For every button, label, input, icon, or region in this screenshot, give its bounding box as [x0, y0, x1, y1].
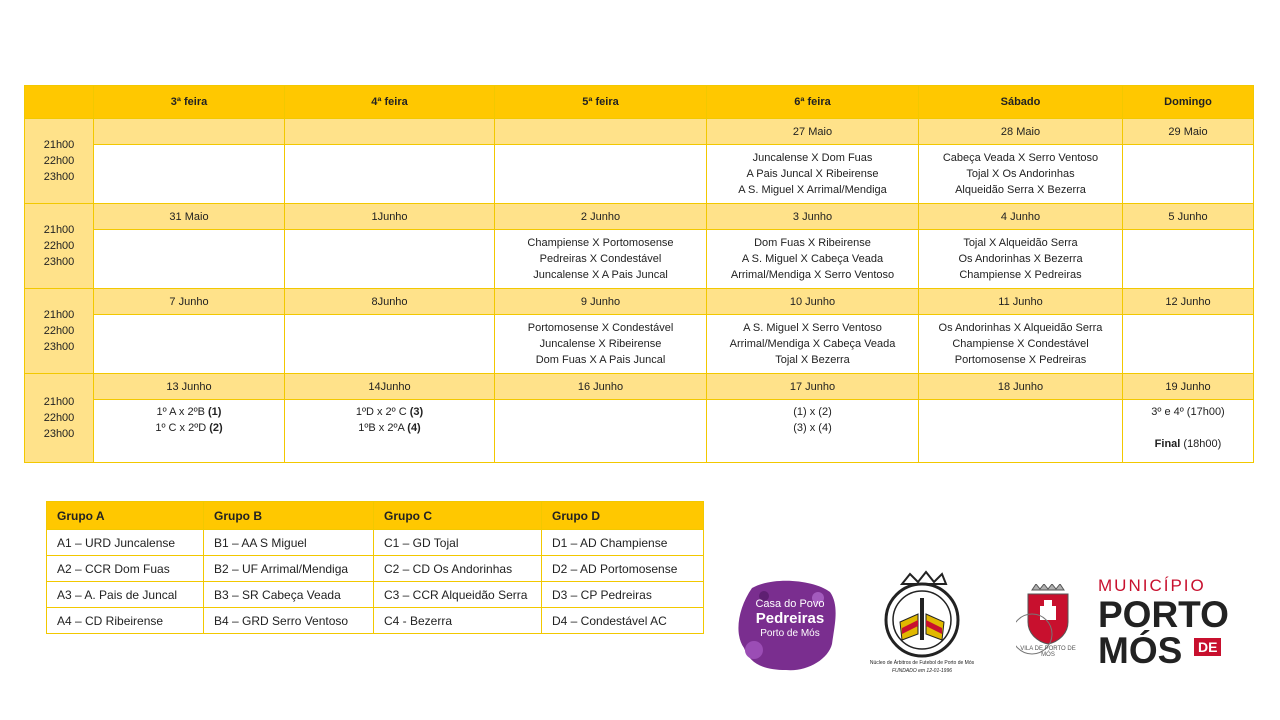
games-cell — [94, 400, 285, 463]
municipio-label: MUNICÍPIO — [1098, 576, 1206, 595]
games-cell — [94, 315, 285, 374]
games-cell — [919, 315, 1123, 374]
date-cell: 14Junho — [285, 374, 495, 400]
match-ref: (1) — [208, 406, 222, 418]
casa-do-povo-logo — [734, 578, 839, 673]
match-ref: (2) — [209, 422, 223, 434]
spacer — [1123, 420, 1253, 436]
time-slot: 21h00 — [43, 139, 75, 151]
games-cell — [707, 315, 919, 374]
date-cell — [285, 119, 495, 145]
match: A S. Miguel X Cabeça Veada — [741, 253, 884, 265]
games-cell — [285, 315, 495, 374]
date-cell: 31 Maio — [94, 204, 285, 230]
municipio-porto: PORTO — [1098, 594, 1229, 635]
time-slot: 22h00 — [43, 155, 75, 167]
groups-body — [47, 530, 704, 634]
time-slot: 23h00 — [43, 341, 75, 353]
group-team-cell: C2 – CD Os Andorinhas — [374, 556, 542, 582]
municipio-porto-de-mos-logo — [1098, 576, 1248, 672]
match: Tojal X Bezerra — [775, 354, 850, 366]
games-cell — [1123, 230, 1254, 289]
games-cell — [707, 400, 919, 463]
time-slot: 23h00 — [43, 171, 75, 183]
group-team-cell: D2 – AD Portomosense — [542, 556, 704, 582]
date-cell: 10 Junho — [707, 289, 919, 315]
match-pairing: 1º C x 2ºD — [155, 422, 210, 434]
group-row — [47, 608, 704, 634]
semifinal-match: (3) x (4) — [793, 422, 832, 434]
games-cell — [495, 400, 707, 463]
schedule-table — [24, 85, 1254, 463]
match-ref: (3) — [409, 406, 424, 418]
match: Dom Fuas X Ribeirense — [754, 237, 871, 249]
date-cell: 29 Maio — [1123, 119, 1254, 145]
date-cell: 5 Junho — [1123, 204, 1254, 230]
group-team-cell: B3 – SR Cabeça Veada — [204, 582, 374, 608]
time-slot: 22h00 — [43, 412, 75, 424]
date-cell: 12 Junho — [1123, 289, 1254, 315]
time-slot-cell — [25, 289, 94, 374]
final-label: Final — [1154, 438, 1181, 450]
semifinal-match: (1) x (2) — [793, 406, 832, 418]
date-cell: 28 Maio — [919, 119, 1123, 145]
group-team-cell: A4 – CD Ribeirense — [47, 608, 204, 634]
group-team-cell: C3 – CCR Alqueidão Serra — [374, 582, 542, 608]
match: Pedreiras X Condestável — [539, 253, 662, 265]
date-cell: 8Junho — [285, 289, 495, 315]
day-header: 4ª feira — [285, 86, 495, 119]
match: Cabeça Veada X Serro Ventoso — [942, 152, 1099, 164]
referee-crest-icon — [862, 570, 982, 660]
nucleo-founded: FUNDADO em 12-01-1996 — [891, 668, 953, 674]
date-cell: 27 Maio — [707, 119, 919, 145]
match: Champiense X Pedreiras — [959, 269, 1082, 281]
group-row — [47, 556, 704, 582]
games-cell — [919, 230, 1123, 289]
groups-header-row — [47, 502, 704, 530]
games-cell — [285, 145, 495, 204]
group-team-cell: C4 - Bezerra — [374, 608, 542, 634]
schedule-body — [25, 119, 1254, 463]
games-cell — [495, 230, 707, 289]
group-header: Grupo A — [47, 502, 204, 530]
match: Arrimal/Mendiga X Serro Ventoso — [730, 269, 895, 281]
time-slot: 23h00 — [43, 428, 75, 440]
time-slot: 22h00 — [43, 325, 75, 337]
date-cell: 7 Junho — [94, 289, 285, 315]
games-cell — [707, 230, 919, 289]
time-slot: 22h00 — [43, 240, 75, 252]
match: Champiense X Portomosense — [527, 237, 674, 249]
match: Champiense X Condestável — [952, 338, 1089, 350]
group-team-cell: A1 – URD Juncalense — [47, 530, 204, 556]
date-cell: 18 Junho — [919, 374, 1123, 400]
match: Os Andorinhas X Bezerra — [958, 253, 1083, 265]
date-cell: 1Junho — [285, 204, 495, 230]
group-header: Grupo C — [374, 502, 542, 530]
games-row — [25, 315, 1254, 374]
match-ref: (4) — [407, 422, 421, 434]
games-row — [25, 145, 1254, 204]
games-cell — [285, 230, 495, 289]
casa-do-povo-line1: Casa do Povo — [755, 598, 825, 610]
group-team-cell: D3 – CP Pedreiras — [542, 582, 704, 608]
knockout-match — [94, 420, 284, 436]
schedule-header-row — [25, 86, 1254, 119]
match: Arrimal/Mendiga X Cabeça Veada — [729, 338, 896, 350]
time-slot: 21h00 — [43, 309, 75, 321]
date-row — [25, 289, 1254, 315]
corner-cell — [25, 86, 94, 119]
vila-porto-de-mos-crest — [1016, 584, 1080, 656]
games-cell — [94, 145, 285, 204]
date-cell: 11 Junho — [919, 289, 1123, 315]
date-cell: 17 Junho — [707, 374, 919, 400]
day-header: 6ª feira — [707, 86, 919, 119]
match: Os Andorinhas X Alqueidão Serra — [938, 322, 1103, 334]
games-row — [25, 400, 1254, 463]
date-cell: 3 Junho — [707, 204, 919, 230]
games-cell — [1123, 145, 1254, 204]
match-pairing: 1º A x 2ºB — [156, 406, 208, 418]
group-team-cell: B4 – GRD Serro Ventoso — [204, 608, 374, 634]
match: Alqueidão Serra X Bezerra — [955, 184, 1086, 196]
match: Dom Fuas X A Pais Juncal — [535, 354, 666, 366]
date-row — [25, 204, 1254, 230]
match-pairing: 1ºD x 2º C — [355, 406, 410, 418]
day-header: 3ª feira — [94, 86, 285, 119]
match: Portomosense X Pedreiras — [954, 354, 1087, 366]
match: A Pais Juncal X Ribeirense — [746, 168, 879, 180]
date-cell — [94, 119, 285, 145]
match: A S. Miguel X Serro Ventoso — [743, 322, 882, 334]
group-row — [47, 530, 704, 556]
date-cell: 9 Junho — [495, 289, 707, 315]
match-pairing: 1ºB x 2ºA — [358, 422, 408, 434]
final-time: (18h00) — [1180, 438, 1222, 450]
date-row — [25, 374, 1254, 400]
games-cell — [707, 145, 919, 204]
games-cell — [94, 230, 285, 289]
time-slot-cell — [25, 374, 94, 463]
date-cell — [495, 119, 707, 145]
date-cell: 19 Junho — [1123, 374, 1254, 400]
match: Portomosense X Condestável — [527, 322, 674, 334]
group-row — [47, 582, 704, 608]
group-team-cell: D4 – Condestável AC — [542, 608, 704, 634]
games-cell — [285, 400, 495, 463]
group-team-cell: A2 – CCR Dom Fuas — [47, 556, 204, 582]
municipio-mos: MÓS — [1098, 630, 1183, 671]
group-team-cell: D1 – AD Champiense — [542, 530, 704, 556]
match: A S. Miguel X Arrimal/Mendiga — [738, 184, 887, 196]
games-row — [25, 230, 1254, 289]
municipio-de-badge: DE — [1194, 638, 1221, 656]
games-cell — [495, 145, 707, 204]
group-team-cell: C1 – GD Tojal — [374, 530, 542, 556]
knockout-match — [94, 404, 284, 420]
games-cell — [919, 400, 1123, 463]
third-place-match: 3º e 4º (17h00) — [1151, 406, 1225, 418]
final-match — [1123, 436, 1253, 452]
match: Tojal X Alqueidão Serra — [963, 237, 1078, 249]
time-slot: 21h00 — [43, 224, 75, 236]
match: Tojal X Os Andorinhas — [966, 168, 1075, 180]
group-team-cell: B2 – UF Arrimal/Mendiga — [204, 556, 374, 582]
day-header: Sábado — [919, 86, 1123, 119]
date-cell: 4 Junho — [919, 204, 1123, 230]
group-header: Grupo D — [542, 502, 704, 530]
group-team-cell: A3 – A. Pais de Juncal — [47, 582, 204, 608]
games-cell — [495, 315, 707, 374]
games-cell — [1123, 315, 1254, 374]
match: Juncalense X Ribeirense — [539, 338, 662, 350]
knockout-match — [285, 420, 494, 436]
time-slot: 23h00 — [43, 256, 75, 268]
date-row — [25, 119, 1254, 145]
casa-do-povo-line3: Porto de Mós — [760, 628, 820, 639]
time-slot: 21h00 — [43, 396, 75, 408]
date-cell: 2 Junho — [495, 204, 707, 230]
knockout-match — [285, 404, 494, 420]
nucleo-arbitros-logo — [862, 570, 982, 678]
date-cell: 16 Junho — [495, 374, 707, 400]
day-header: 5ª feira — [495, 86, 707, 119]
match: Juncalense X Dom Fuas — [752, 152, 873, 164]
games-cell — [919, 145, 1123, 204]
group-team-cell: B1 – AA S Miguel — [204, 530, 374, 556]
group-header: Grupo B — [204, 502, 374, 530]
casa-do-povo-line2: Pedreiras — [755, 610, 825, 627]
date-cell: 13 Junho — [94, 374, 285, 400]
vila-ring-text: VILA DE PORTO DE MÓS — [1020, 646, 1076, 658]
day-header: Domingo — [1123, 86, 1254, 119]
games-cell — [1123, 400, 1254, 463]
time-slot-cell — [25, 119, 94, 204]
groups-table — [46, 501, 704, 634]
nucleo-caption: Núcleo de Árbitros de Futebol de Porto de Mós — [869, 660, 975, 666]
match: Juncalense X A Pais Juncal — [533, 269, 668, 281]
time-slot-cell — [25, 204, 94, 289]
